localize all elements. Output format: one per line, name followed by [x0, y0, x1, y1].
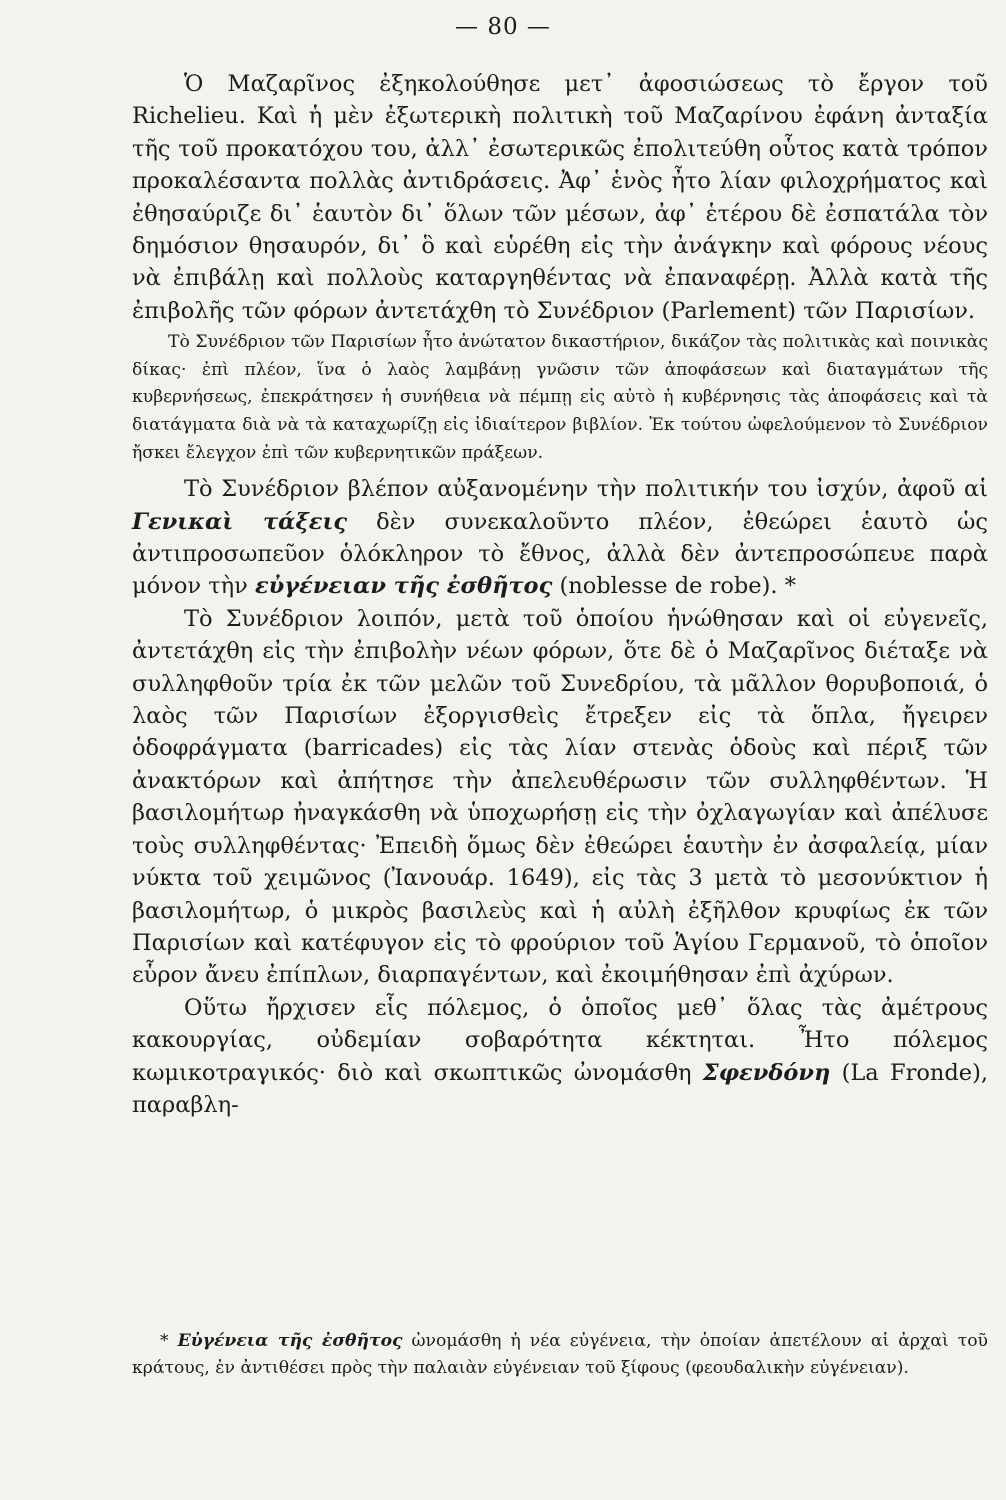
- paragraph-general-estates: Τὸ Συνέδριον βλέπον αὐξανομένην τὴν πολιτικήν του ἰσχύν, ἀφοῦ αἱ Γενικαὶ τάξεις δὲν συνεκαλοῦντο πλέον, ἐθεώρει ἑαυτὸ ὡς ἀντιπροσωπεῦον ὁλόκληρον τὸ ἔθνος, ἀλλὰ δὲν ἀντεπροσώπευε παρὰ μόνον τὴν εὐγένειαν τῆς ἐσθῆτος (noblesse de robe). *: [132, 476, 988, 600]
- footnote-marker: *: [160, 1331, 169, 1351]
- footnote-term: Εὐγένεια τῆς ἐσθῆτος: [177, 1331, 403, 1351]
- paragraph-parlement-note: Τὸ Συνέδριον τῶν Παρισίων ἦτο ἀνώτατον δικαστήριον, δικάζον τὰς πολιτικὰς καὶ ποινικὰς δίκας· ἐπὶ πλέον, ἵνα ὁ λαὸς λαμβάνῃ γνῶσιν τῶν ἀποφάσεων καὶ διαταγμάτων τῆς κυβερνήσεως, ἐπεκράτησεν ἡ συνήθεια νὰ πέμπῃ εἰς αὐτὸ ἡ κυβέρνησις τὰς ἀποφάσεις καὶ τὰ διατάγματα διὰ νὰ τὰ καταχωρίζῃ εἰς ἰδιαίτερον βιβλίον. Ἐκ τούτου ὠφελούμενον τὸ Συνέδριον ἤσκει ἔλεγχον ἐπὶ τῶν κυβερνητικῶν πράξεων.: [132, 332, 988, 463]
- paragraph-barricades: Τὸ Συνέδριον λοιπόν, μετὰ τοῦ ὁποίου ἡνώθησαν καὶ οἱ εὐγενεῖς, ἀντετάχθη εἰς τὴν ἐπιβολὴν νέων φόρων, ὅτε δὲ ὁ Μαζαρῖνος διέταξε νὰ συλληφθοῦν τρία ἐκ τῶν μελῶν τοῦ Συνεδρίου, τὰ μᾶλλον θορυβοποιά, ὁ λαὸς τῶν Παρισίων ἐξοργισθεὶς ἔτρεξεν εἰς τὰ ὅπλα, ἤγειρεν ὁδοφράγματα (barricades) εἰς τὰς λίαν στενὰς ὁδοὺς καὶ πέριξ τῶν ἀνακτόρων καὶ ἀπήτησε τὴν ἀπελευθέρωσιν τῶν συλληφθέντων. Ἡ βασιλομήτωρ ἠναγκάσθη νὰ ὑποχωρήσῃ εἰς τὴν ὀχλαγωγίαν καὶ ἀπέλυσε τοὺς συλληφθέντας· Ἐπειδὴ ὅμως δὲν ἐθεώρει ἑαυτὴν ἐν ἀσφαλείᾳ, μίαν νύκτα τοῦ χειμῶνος (Ἰανουάρ. 1649), εἰς τὰς 3 μετὰ τὸ μεσονύκτιον ἡ βασιλομήτωρ, ὁ μικρὸς βασιλεὺς καὶ ἡ αὐλὴ ἐξῆλθον κρυφίως ἐκ τῶν Παρισίων καὶ κατέφυγον εἰς τὸ φρούριον τοῦ Ἁγίου Γερμανοῦ, τὸ ὁποῖον εὗρον ἄνευ ἐπίπλων, διαρπαγέντων, καὶ ἐκοιμήθησαν ἐπὶ ἀχύρων.: [132, 605, 988, 989]
- footnote: [132, 1328, 988, 1382]
- paragraph-fronde: Οὕτω ἤρχισεν εἷς πόλεμος, ὁ ὁποῖος μεθ᾽ ὅλας τὰς ἀμέτρους κακουργίας, οὐδεμίαν σοβαρότητα κέκτηται. Ἦτο πόλεμος κωμικοτραγικός· διὸ καὶ σκωπτικῶς ὠνομάσθη Σφενδόνη (La Fronde), παραβλη-: [132, 994, 989, 1118]
- emphasis-general-estates: Γενικαὶ τάξεις: [132, 508, 348, 535]
- page-number: — 80 —: [455, 14, 551, 40]
- emphasis-fronde: Σφενδόνη: [702, 1059, 831, 1086]
- footnote-text: ὠνομάσθη ἡ νέα εὐγένεια, τὴν ὁποίαν ἀπετέλουν αἱ ἀρχαὶ τοῦ κράτους, ἐν ἀντιθέσει πρὸς τὴν παλαιὰν εὐγένειαν τοῦ ξίφους (φεουδαλικὴν εὐγένειαν).: [132, 1331, 988, 1379]
- page-body: [132, 68, 988, 1121]
- emphasis-noblesse-de-robe: εὐγένειαν τῆς ἐσθῆτος: [255, 573, 553, 600]
- paragraph-mazarin: Ὁ Μαζαρῖνος ἐξηκολούθησε μετ᾽ ἀφοσιώσεως τὸ ἔργον τοῦ Richelieu. Καὶ ἡ μὲν ἐξωτερικὴ πολιτικὴ τοῦ Μαζαρίνου ἐφάνη ἀνταξία τῆς τοῦ προκατόχου του, ἀλλ᾽ ἐσωτερικῶς ἐπολιτεύθη οὗτος κατὰ τρόπον προκαλέσαντα πολλὰς ἀντιδράσεις. Ἀφ᾽ ἑνὸς ἦτο λίαν φιλοχρήματος καὶ ἐθησαύριζε δι᾽ ἑαυτὸν δι᾽ ὅλων τῶν μέσων, ἀφ᾽ ἑτέρου δὲ ἐσπατάλα τὸν δημόσιον θησαυρόν, δι᾽ ὃ καὶ εὑρέθη εἰς τὴν ἀνάγκην καὶ φόρους νέους νὰ ἐπιβάλῃ καὶ πολλοὺς καταργηθέντας νὰ ἐπαναφέρῃ. Ἀλλὰ κατὰ τῆς ἐπιβολῆς τῶν φόρων ἀντετάχθη τὸ Συνέδριον (Parlement) τῶν Παρισίων.: [132, 71, 988, 324]
